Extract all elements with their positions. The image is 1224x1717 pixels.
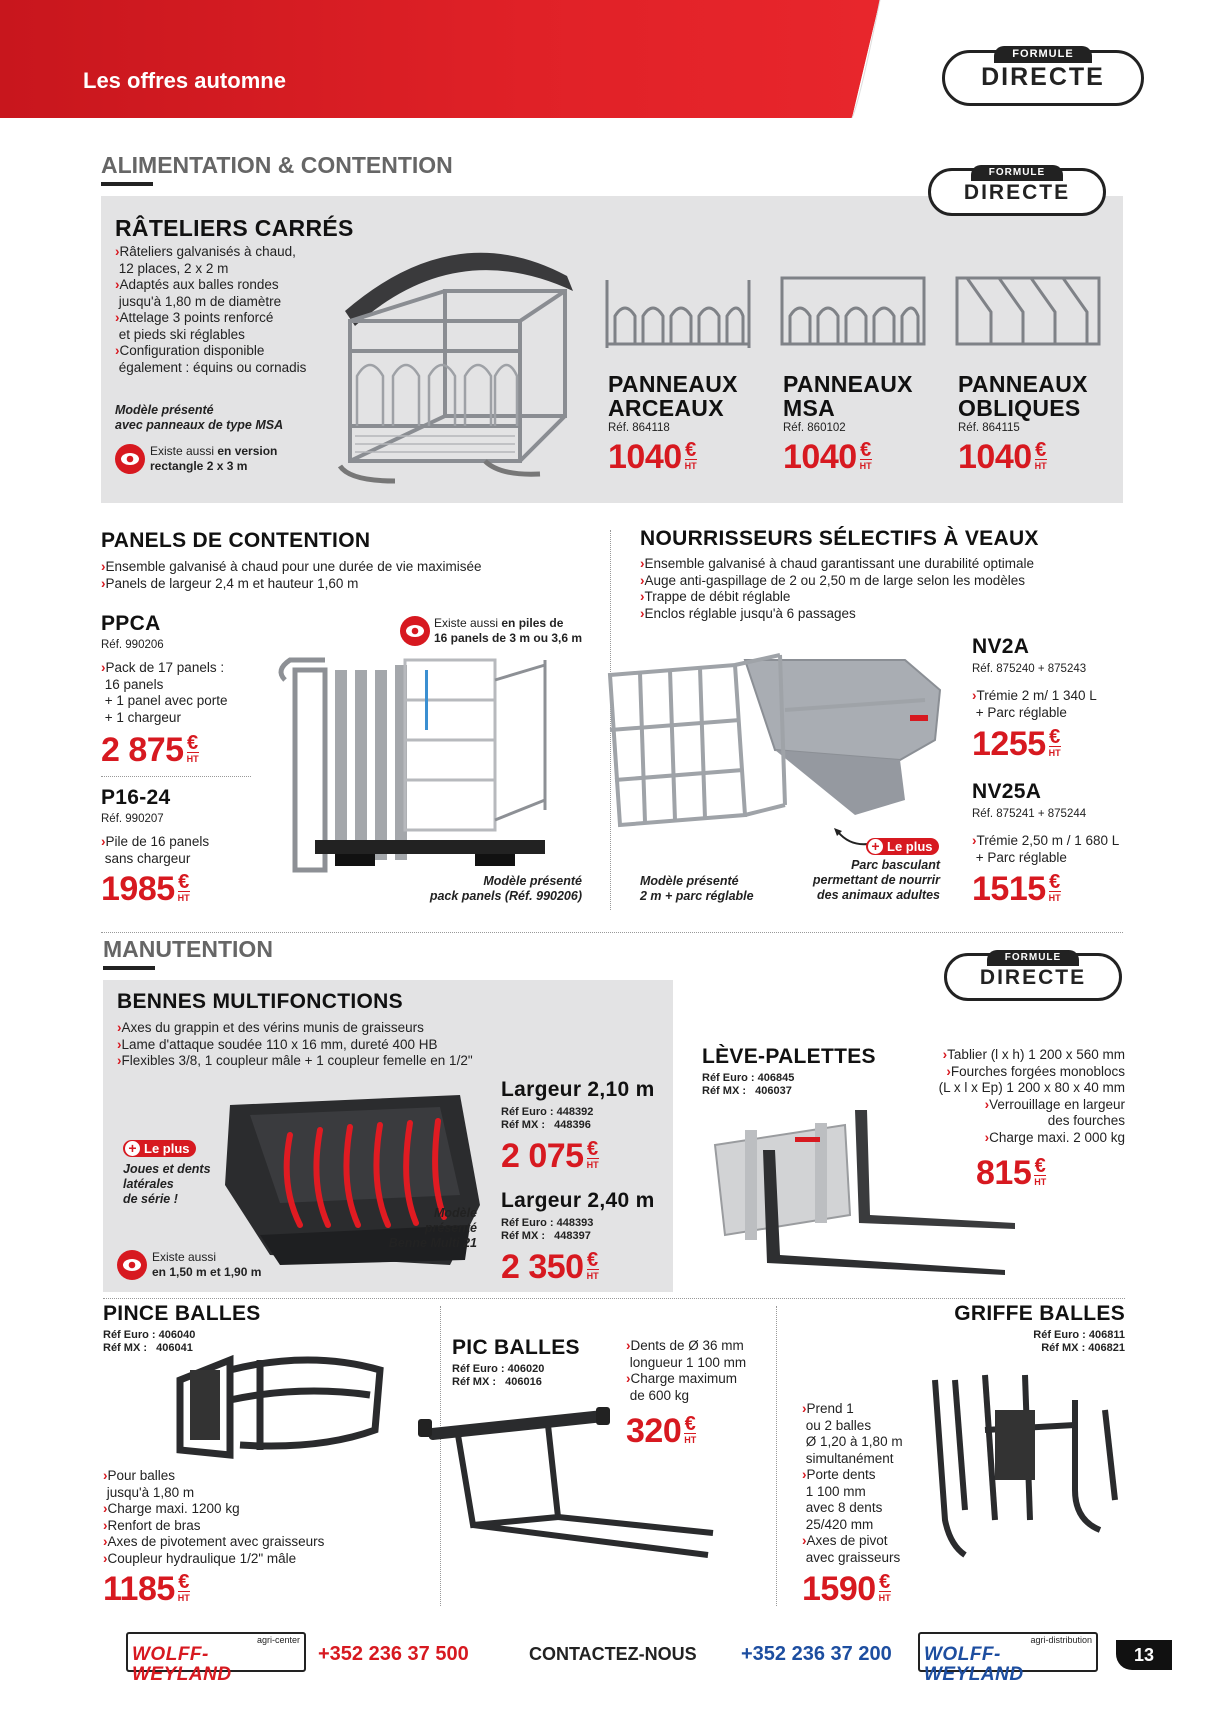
price: 1040 € HT — [608, 438, 697, 476]
formule-label: FORMULE — [994, 46, 1091, 63]
panels-bullets: ›Ensemble galvanisé à chaud pour une durée de vie maximisée ›Panels de largeur 2,4 m et hauteur 1,60 m — [101, 559, 482, 591]
leve-palettes-bullets: ›Tablier (l x h) 1 200 x 560 mm ›Fourches forgées monoblocs (L x l x Ep) 1 200 x 80 x 40 mm ›Verrouillage en largeur des fourches ›Charge maxi. 2 000 kg — [938, 1047, 1125, 1145]
leve-palettes-block: LÈVE-PALETTES Réf Euro : 406845 Réf MX : 406037 — [702, 1045, 876, 1097]
pince-price: 1185 € HT — [103, 1570, 190, 1608]
page-number: 13 — [1116, 1640, 1172, 1670]
ratelier-image — [335, 236, 580, 494]
section-underline — [103, 966, 155, 970]
rateliers-model-note: Modèle présenté avec panneaux de type MSA — [115, 403, 284, 432]
ppca-block: PPCA Réf. 990206 ›Pack de 17 panels : 16 panels + 1 panel avec porte + 1 chargeur 2 875 € HT — [101, 612, 228, 769]
directe-label: DIRECTE — [963, 181, 1071, 204]
rateliers-bullets: ›Râteliers galvanisés à chaud, 12 places, 2 x 2 m ›Adaptés aux balles rondes jusqu'à 1,80 m de diamètre ›Attelage 3 points renforcé et pieds ski réglables ›Configuration disponible également : équins ou cornadis — [115, 244, 307, 375]
pic-block: PIC BALLES Réf Euro : 406020 Réf MX : 406016 — [452, 1336, 580, 1388]
price: 1985 € HT — [101, 870, 190, 908]
panneau-obliques-image — [953, 272, 1103, 352]
griffe-bullets: ›Prend 1 ou 2 balles Ø 1,20 à 1,80 m simultanément ›Porte dents 1 100 mm avec 8 dents 25/420 mm ›Axes de pivot avec graisseurs — [802, 1401, 903, 1565]
directe-label: DIRECTE — [981, 63, 1105, 91]
eye-icon — [117, 1250, 147, 1280]
directe-label: DIRECTE — [979, 966, 1087, 989]
griffe-image — [925, 1370, 1125, 1560]
panneau-obliques: PANNEAUX OBLIQUES Réf. 864115 1040 € HT — [958, 371, 1088, 476]
pic-image — [418, 1405, 718, 1560]
pic-bullets: ›Dents de Ø 36 mm longueur 1 100 mm ›Charge maximum de 600 kg — [626, 1338, 747, 1403]
price: 1040 € HT — [783, 438, 872, 476]
nourrisseurs-bullets: ›Ensemble galvanisé à chaud garantissant une durabilité optimale ›Auge anti-gaspillage de 2 ou 2,50 m de large selon les modèles ›Trappe de débit réglable ›Enclos réglable jusqu'à 6 passages — [640, 556, 1034, 621]
footer-phone-right[interactable]: +352 236 37 200 — [741, 1643, 892, 1665]
bennes-title: BENNES MULTIFONCTIONS — [117, 990, 403, 1013]
header-formule-badge — [942, 50, 1144, 106]
panels-title: PANELS DE CONTENTION — [101, 529, 371, 552]
divider — [103, 1298, 1125, 1299]
nourrisseurs-model-note: Modèle présenté 2 m + parc réglable — [640, 874, 754, 903]
bennes-variant-210: Largeur 2,10 m Réf Euro : 448392 Réf MX : 448396 2 075 € HT — [501, 1078, 655, 1175]
price: 2 875 € HT — [101, 731, 199, 769]
pince-block: PINCE BALLES Réf Euro : 406040 Réf MX : 406041 — [103, 1302, 261, 1354]
footer-logo-right: agri-distribution WOLFF-WEYLAND — [918, 1632, 1098, 1672]
divider — [101, 776, 251, 777]
panneau-arceaux: PANNEAUX ARCEAUX Réf. 864118 1040 € HT — [608, 371, 738, 476]
price: 1515 € HT — [972, 870, 1061, 908]
le-plus-badge: + Le plus — [123, 1140, 196, 1157]
footer-logo-left: agri-center WOLFF-WEYLAND — [126, 1632, 306, 1672]
leve-palettes-image — [705, 1105, 1025, 1275]
section-title-manutention: MANUTENTION — [103, 936, 273, 962]
griffe-price: 1590 € HT — [802, 1570, 891, 1608]
divider — [776, 1306, 777, 1606]
pince-bullets: ›Pour balles jusqu'à 1,80 m ›Charge maxi. 1200 kg ›Renfort de bras ›Axes de pivotement avec graisseurs ›Coupleur hydraulique 1/2" mâle — [103, 1468, 325, 1566]
panneau-msa-image — [778, 272, 928, 352]
nourrisseurs-title: NOURRISSEURS SÉLECTIFS À VEAUX — [640, 527, 1039, 550]
panels-exists: Existe aussi en piles de 16 panels de 3 m ou 3,6 m — [434, 616, 583, 645]
rateliers-exists: Existe aussi en version rectangle 2 x 3 m — [150, 444, 278, 473]
divider — [101, 932, 1123, 933]
nv2a-block: NV2A Réf. 875240 + 875243 ›Trémie 2 m/ 1 340 L + Parc réglable 1255 € HT — [972, 635, 1097, 763]
bennes-plus-note: Joues et dents latérales de série ! — [123, 1162, 211, 1206]
formule-label: FORMULE — [987, 950, 1079, 966]
section-underline — [101, 182, 153, 186]
pince-image — [170, 1340, 390, 1470]
bennes-bullets: ›Axes du grappin et des vérins munis de graisseurs ›Lame d'attaque soudée 110 x 16 mm, dureté 400 HB ›Flexibles 3/8, 1 coupleur mâle + 1 coupleur femelle en 1/2" — [117, 1020, 473, 1068]
plus-icon: + — [125, 1141, 140, 1156]
rateliers-title: RÂTELIERS CARRÉS — [115, 215, 354, 241]
header-title: Les offres automne — [83, 68, 286, 93]
eye-icon — [115, 444, 145, 474]
nv25a-block: NV25A Réf. 875241 + 875244 ›Trémie 2,50 m / 1 680 L + Parc réglable 1515 € HT — [972, 780, 1120, 908]
nourrisseur-image — [605, 640, 950, 860]
price: 1040 € HT — [958, 438, 1047, 476]
pic-price: 320 € HT — [626, 1412, 697, 1450]
price: 1255 € HT — [972, 725, 1061, 763]
formule-label: FORMULE — [971, 165, 1063, 181]
panels-image — [255, 640, 575, 880]
panneau-msa: PANNEAUX MSA Réf. 860102 1040 € HT — [783, 371, 913, 476]
bennes-variant-240: Largeur 2,40 m Réf Euro : 448393 Réf MX : 448397 2 350 € HT — [501, 1189, 655, 1286]
price: 2 350 € HT — [501, 1248, 599, 1286]
bennes-exists: Existe aussi en 1,50 m et 1,90 m — [152, 1250, 262, 1279]
griffe-block: GRIFFE BALLES Réf Euro : 406811 Réf MX : 406821 — [954, 1302, 1125, 1354]
panels-model-note: Modèle présenté pack panels (Réf. 990206) — [429, 874, 582, 903]
bennes-model-note: Modèle présenté Benne Multi 21 — [388, 1206, 477, 1250]
arrow-icon — [832, 826, 870, 848]
p16-block: P16-24 Réf. 990207 ›Pile de 16 panels sans chargeur 1985 € HT — [101, 786, 210, 908]
price: 2 075 € HT — [501, 1137, 599, 1175]
panneau-arceaux-image — [603, 272, 753, 352]
leve-palettes-price: 815 € HT — [976, 1154, 1047, 1192]
nourrisseurs-plus-note: Parc basculant permettant de nourrir des animaux adultes — [812, 858, 940, 902]
footer-contact: CONTACTEZ-NOUS — [529, 1644, 697, 1664]
alimentation-formule-badge — [928, 168, 1106, 216]
plus-icon: + — [868, 839, 883, 854]
le-plus-badge: + Le plus — [866, 838, 939, 855]
manutention-formule-badge — [944, 953, 1122, 1001]
footer-phone-left[interactable]: +352 236 37 500 — [318, 1643, 469, 1665]
section-title-alimentation: ALIMENTATION & CONTENTION — [101, 152, 453, 178]
